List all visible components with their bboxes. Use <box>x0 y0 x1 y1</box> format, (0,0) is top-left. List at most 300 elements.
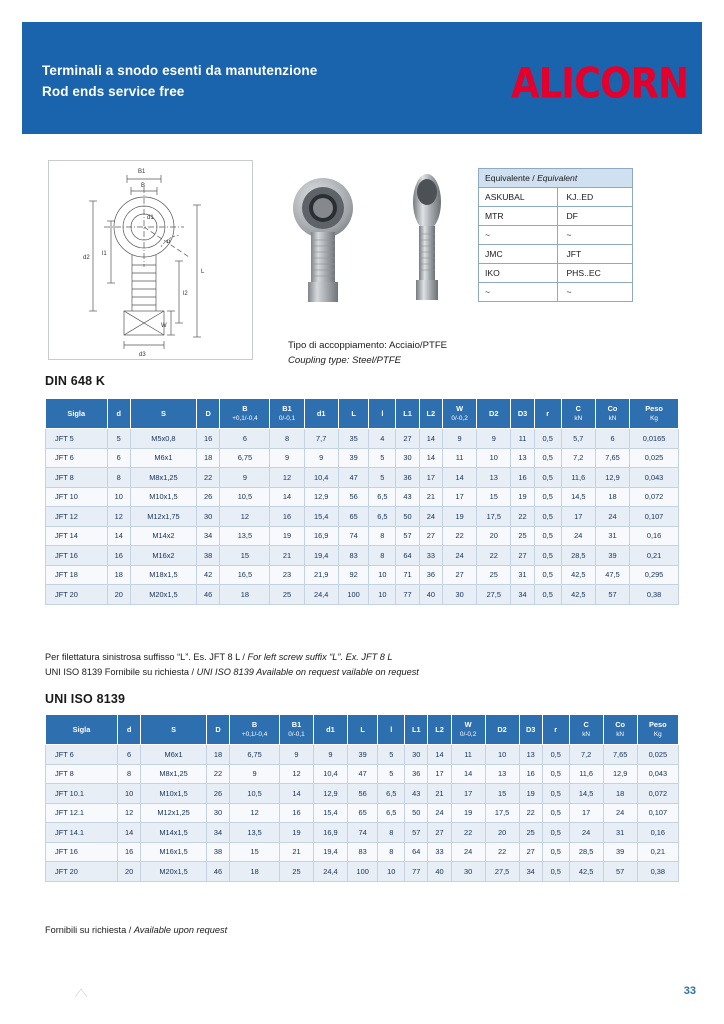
equivalent-table-header-row <box>479 169 633 188</box>
table-cell: M5x0,8 <box>130 429 196 449</box>
table-cell: M20x1,5 <box>141 862 207 882</box>
drawing-label-L: L <box>201 269 205 275</box>
table-cell: 19 <box>519 784 542 804</box>
column-header-main: S <box>160 408 166 418</box>
table-row <box>46 429 679 449</box>
rod-end-photo-front <box>288 170 358 305</box>
table-cell: 40 <box>428 862 451 882</box>
table-cell: M20x1,5 <box>130 585 196 605</box>
table-cell: 0,5 <box>542 823 569 843</box>
table-cell: 5 <box>378 764 405 784</box>
table-cell: 17 <box>443 487 477 507</box>
table-cell: 31 <box>511 565 534 585</box>
column-header <box>141 715 207 745</box>
column-header-main: L <box>360 724 365 734</box>
table-cell: 14 <box>117 823 140 843</box>
table-cell: JFT 18 <box>46 565 108 585</box>
table-cell: 11 <box>451 745 485 765</box>
table-cell: 15 <box>477 487 511 507</box>
table-cell: 17,5 <box>477 507 511 527</box>
table-cell: JFT 12 <box>46 507 108 527</box>
table-cell: 46 <box>196 585 219 605</box>
column-header <box>280 715 314 745</box>
table-row <box>46 764 679 784</box>
table-cell: 30 <box>443 585 477 605</box>
table-cell: 64 <box>405 842 428 862</box>
table-cell: 0,072 <box>630 487 679 507</box>
table-cell: 36 <box>419 565 442 585</box>
table-cell: M18x1,5 <box>130 565 196 585</box>
table-cell: 16 <box>511 468 534 488</box>
table-cell: M8x1,25 <box>130 468 196 488</box>
table-cell: 23 <box>270 565 304 585</box>
table-cell: 12,9 <box>313 784 347 804</box>
table-cell: 30 <box>405 745 428 765</box>
column-header-main: Co <box>607 404 618 413</box>
table-cell: 27 <box>519 842 542 862</box>
equivalent-brand: IKO <box>479 264 558 283</box>
table-cell: JFT 8 <box>46 468 108 488</box>
table-cell: 22 <box>511 507 534 527</box>
column-header-main: Peso <box>645 404 663 413</box>
column-header-main: D2 <box>497 724 507 734</box>
table-row <box>46 803 679 823</box>
table-cell: 12 <box>270 468 304 488</box>
equivalent-brand: JMC <box>479 245 558 264</box>
equivalent-brand: ~ <box>479 283 558 302</box>
page-title-it: Terminali a snodo esenti da manutenzione <box>42 63 318 78</box>
table-cell: 13 <box>485 764 519 784</box>
column-header <box>561 399 595 429</box>
table-cell: 56 <box>347 784 377 804</box>
table-cell: 8 <box>270 429 304 449</box>
footer-mark-icon <box>74 988 88 998</box>
column-header-main: B <box>251 720 258 729</box>
drawing-label-d2: d2 <box>83 255 90 261</box>
table-cell: 30 <box>196 507 219 527</box>
equivalent-row <box>479 226 633 245</box>
equivalent-code: ~ <box>558 226 633 245</box>
table-cell: 28,5 <box>561 546 595 566</box>
column-header-sub: 0/-0,2 <box>451 414 468 422</box>
table-cell: 26 <box>196 487 219 507</box>
equivalent-row <box>479 188 633 207</box>
equivalent-row <box>479 283 633 302</box>
column-header <box>569 715 603 745</box>
table-cell: 19 <box>443 507 477 527</box>
column-header <box>542 715 569 745</box>
table-cell: 9 <box>477 429 511 449</box>
note-left-thread <box>45 650 419 680</box>
table-row <box>46 862 679 882</box>
table-cell: 9 <box>220 468 270 488</box>
table-cell: 83 <box>338 546 369 566</box>
table-cell: 24 <box>569 823 603 843</box>
column-header-main: Co <box>615 720 626 729</box>
spec-table-header-row <box>46 715 679 745</box>
equivalent-header-it: Equivalente / <box>485 173 538 183</box>
table-cell: 14 <box>270 487 304 507</box>
table-cell: JFT 10.1 <box>46 784 118 804</box>
table-cell: 21,9 <box>304 565 338 585</box>
column-header-main: l <box>381 408 384 418</box>
column-header-main: r <box>554 724 558 734</box>
table-cell: 24 <box>428 803 451 823</box>
table-cell: M6x1 <box>141 745 207 765</box>
column-header-main: d <box>116 408 121 418</box>
table-cell: 17 <box>428 764 451 784</box>
table-cell: JFT 14 <box>46 526 108 546</box>
column-header-sub: 0/-0,1 <box>278 414 296 422</box>
column-header-main: d <box>126 724 132 734</box>
column-header-main: Peso <box>648 720 667 729</box>
table-cell: 17 <box>419 468 442 488</box>
table-cell: 64 <box>396 546 419 566</box>
table-cell: 6 <box>107 448 130 468</box>
table-cell: M16x1,5 <box>141 842 207 862</box>
table-cell: 19,4 <box>313 842 347 862</box>
table-cell: 21 <box>428 784 451 804</box>
table-cell: 36 <box>405 764 428 784</box>
table-cell: 65 <box>338 507 369 527</box>
table-cell: 22 <box>451 823 485 843</box>
table-cell: 50 <box>405 803 428 823</box>
table-cell: 14 <box>428 745 451 765</box>
table-cell: 12 <box>117 803 140 823</box>
table-cell: 25 <box>519 823 542 843</box>
column-header <box>428 715 451 745</box>
table-cell: 7,2 <box>561 448 595 468</box>
table-cell: 24 <box>419 507 442 527</box>
table-cell: 0,5 <box>542 764 569 784</box>
table-cell: 17,5 <box>485 803 519 823</box>
table-cell: 16,9 <box>304 526 338 546</box>
table-row <box>46 784 679 804</box>
table-cell: 20 <box>477 526 511 546</box>
table-cell: 83 <box>347 842 377 862</box>
table-cell: 0,5 <box>542 784 569 804</box>
table-cell: 7,2 <box>569 745 603 765</box>
page-header <box>22 22 702 134</box>
table-cell: 14 <box>443 468 477 488</box>
table-cell: 6 <box>220 429 270 449</box>
table-cell: 30 <box>206 803 229 823</box>
table-cell: M14x2 <box>130 526 196 546</box>
table-cell: 9 <box>230 764 280 784</box>
table-cell: 0,5 <box>534 429 561 449</box>
table-cell: 21 <box>419 487 442 507</box>
column-header <box>378 715 405 745</box>
table-cell: 13,5 <box>230 823 280 843</box>
table-cell: 8 <box>107 468 130 488</box>
table-cell: 30 <box>451 862 485 882</box>
table-cell: 40 <box>419 585 442 605</box>
table-cell: 27 <box>428 823 451 843</box>
equivalent-header-en: Equivalent <box>537 173 578 183</box>
table-cell: 46 <box>206 862 229 882</box>
column-header <box>46 399 108 429</box>
table-cell: 43 <box>396 487 419 507</box>
table-cell: 34 <box>519 862 542 882</box>
table-cell: 7,65 <box>603 745 637 765</box>
table-cell: 33 <box>428 842 451 862</box>
table-row <box>46 565 679 585</box>
column-header <box>347 715 377 745</box>
column-header <box>595 399 629 429</box>
table-cell: 56 <box>338 487 369 507</box>
note1-line2-en: UNI ISO 8139 Available on request vailable on request <box>196 667 419 677</box>
note1-line2-it: UNI ISO 8139 Fornibile su richiesta / <box>45 667 197 677</box>
table-cell: 0,21 <box>630 546 679 566</box>
column-header-main: W <box>464 720 472 729</box>
spec-table-uni8139 <box>45 714 679 882</box>
table-cell: 12,9 <box>304 487 338 507</box>
table-cell: 8 <box>378 842 405 862</box>
table-cell: 11,6 <box>561 468 595 488</box>
table-cell: 8 <box>369 526 396 546</box>
table-cell: 36 <box>396 468 419 488</box>
table-cell: 0,025 <box>630 448 679 468</box>
table-cell: JFT 6 <box>46 745 118 765</box>
table-cell: 6,75 <box>230 745 280 765</box>
table-cell: 19,4 <box>304 546 338 566</box>
column-header-main: l <box>390 724 393 734</box>
table-cell: 14 <box>107 526 130 546</box>
table-row <box>46 842 679 862</box>
column-header-main: L2 <box>426 408 436 418</box>
column-header <box>46 715 118 745</box>
table-cell: 25 <box>270 585 304 605</box>
column-header <box>369 399 396 429</box>
column-header <box>117 715 140 745</box>
table-cell: 30 <box>396 448 419 468</box>
table-cell: 17 <box>451 784 485 804</box>
table-cell: 12 <box>280 764 314 784</box>
table-cell: 27 <box>396 429 419 449</box>
table-cell: 14 <box>419 448 442 468</box>
column-header <box>130 399 196 429</box>
table-cell: 0,5 <box>534 487 561 507</box>
column-header <box>313 715 347 745</box>
table-cell: 0,21 <box>637 842 678 862</box>
table-cell: 19 <box>270 526 304 546</box>
table-cell: 10 <box>378 862 405 882</box>
table-cell: 10 <box>369 565 396 585</box>
table-cell: 71 <box>396 565 419 585</box>
table-cell: M12x1,25 <box>141 803 207 823</box>
column-header-main: D <box>215 724 221 734</box>
equivalent-row <box>479 207 633 226</box>
table-cell: 22 <box>519 803 542 823</box>
table-cell: 18 <box>196 448 219 468</box>
column-header <box>338 399 369 429</box>
table-cell: 0,5 <box>534 546 561 566</box>
note2-it: Fornibili su richiesta / <box>45 925 134 935</box>
table-cell: 92 <box>338 565 369 585</box>
technical-drawing <box>48 160 253 360</box>
table-cell: M14x1,5 <box>141 823 207 843</box>
table-cell: JFT 20 <box>46 862 118 882</box>
note1-line1 <box>45 650 419 665</box>
table-cell: 18 <box>603 784 637 804</box>
table-cell: 0,5 <box>534 507 561 527</box>
alicorn-logo: ALICORN <box>510 59 688 108</box>
table-cell: 0,0165 <box>630 429 679 449</box>
table-cell: 24 <box>603 803 637 823</box>
column-header-main: D2 <box>489 408 499 418</box>
column-header-main: B1 <box>282 404 292 413</box>
table-cell: JFT 20 <box>46 585 108 605</box>
table-cell: 39 <box>347 745 377 765</box>
table-cell: 0,5 <box>542 842 569 862</box>
coupling-type-note <box>288 338 447 368</box>
table-cell: 38 <box>206 842 229 862</box>
table-cell: 0,5 <box>534 526 561 546</box>
table-cell: 0,295 <box>630 565 679 585</box>
note1-line1-it: Per filettatura sinistrosa suffisso “L”. Es. JFT 8 L / <box>45 652 248 662</box>
table-cell: 10 <box>369 585 396 605</box>
column-header-main: L1 <box>411 724 421 734</box>
table-cell: 77 <box>405 862 428 882</box>
column-header <box>396 399 419 429</box>
table-cell: 34 <box>196 526 219 546</box>
table-cell: 20 <box>117 862 140 882</box>
table-cell: 43 <box>405 784 428 804</box>
table-row <box>46 526 679 546</box>
column-header-sub: +0,1/-0,4 <box>241 730 268 738</box>
table-cell: 0,16 <box>637 823 678 843</box>
table-cell: JFT 8 <box>46 764 118 784</box>
column-header <box>485 715 519 745</box>
table-row <box>46 487 679 507</box>
table-cell: 10,4 <box>313 764 347 784</box>
rod-end-photo-side <box>392 170 462 305</box>
table-cell: 11,6 <box>569 764 603 784</box>
equivalent-row <box>479 245 633 264</box>
table-cell: 13 <box>477 468 511 488</box>
column-header <box>519 715 542 745</box>
spec-table-din648k <box>45 398 679 605</box>
table-cell: 0,5 <box>534 585 561 605</box>
table-cell: 24 <box>443 546 477 566</box>
table-cell: 6,5 <box>369 487 396 507</box>
drawing-label-l1: l1 <box>102 251 107 257</box>
table-cell: 16 <box>117 842 140 862</box>
table-cell: 0,5 <box>542 745 569 765</box>
table-cell: 18 <box>595 487 629 507</box>
spec-table-header-row <box>46 399 679 429</box>
column-header-main: Sigla <box>67 408 86 418</box>
table-cell: 9 <box>270 448 304 468</box>
table-cell: 13 <box>511 448 534 468</box>
table-row <box>46 448 679 468</box>
table-cell: 7,7 <box>304 429 338 449</box>
column-header <box>603 715 637 745</box>
note1-line1-en: For left screw suffix “L”. Ex. JFT 8 L <box>247 652 393 662</box>
column-header <box>206 715 229 745</box>
column-header-main: C <box>583 720 589 729</box>
table-cell: 8 <box>117 764 140 784</box>
table-cell: JFT 5 <box>46 429 108 449</box>
note1-line2 <box>45 665 419 680</box>
table-cell: M12x1,75 <box>130 507 196 527</box>
drawing-label-d3: d3 <box>139 352 146 358</box>
table-cell: 74 <box>338 526 369 546</box>
column-header <box>630 399 679 429</box>
column-header-main: C <box>575 404 581 413</box>
table-cell: 11 <box>511 429 534 449</box>
table-cell: M10x1,5 <box>141 784 207 804</box>
equivalent-code: KJ..ED <box>558 188 633 207</box>
table-cell: 6,5 <box>378 803 405 823</box>
table-cell: 10 <box>107 487 130 507</box>
drawing-label-d1: d1 <box>147 215 154 221</box>
table-cell: 38 <box>196 546 219 566</box>
drawing-label-b: B <box>141 183 146 189</box>
section-title-din648k: DIN 648 K <box>45 374 106 388</box>
table-cell: 7,65 <box>595 448 629 468</box>
table-cell: 24 <box>561 526 595 546</box>
column-header <box>270 399 304 429</box>
table-cell: 12,9 <box>603 764 637 784</box>
column-header-sub: kN <box>616 730 625 738</box>
table-cell: 10 <box>485 745 519 765</box>
column-header-main: B1 <box>291 720 302 729</box>
table-cell: 11 <box>443 448 477 468</box>
table-cell: 47 <box>347 764 377 784</box>
table-cell: 0,5 <box>534 468 561 488</box>
table-cell: 24 <box>451 842 485 862</box>
table-cell: 16,9 <box>313 823 347 843</box>
table-cell: 27,5 <box>477 585 511 605</box>
coupling-line-it: Tipo di accoppiamento: Acciaio/PTFE <box>288 340 448 351</box>
equivalent-table-header <box>479 169 633 188</box>
table-cell: 100 <box>347 862 377 882</box>
column-header-sub: +0,1/-0,4 <box>232 414 258 422</box>
column-header-sub: Kg <box>653 730 662 738</box>
table-cell: JFT 16 <box>46 842 118 862</box>
table-cell: 27 <box>443 565 477 585</box>
column-header <box>511 399 534 429</box>
table-cell: 14 <box>451 764 485 784</box>
table-cell: 15 <box>220 546 270 566</box>
table-cell: JFT 6 <box>46 448 108 468</box>
table-cell: 5 <box>378 745 405 765</box>
drawing-label-l2: l2 <box>183 291 188 297</box>
column-header-main: S <box>171 724 177 734</box>
table-cell: 77 <box>396 585 419 605</box>
section-title-uni8139: UNI ISO 8139 <box>45 692 126 706</box>
table-cell: 47,5 <box>595 565 629 585</box>
page-title-en: Rod ends service free <box>42 84 185 99</box>
table-row <box>46 546 679 566</box>
equivalent-code: JFT <box>558 245 633 264</box>
equivalent-brand: ~ <box>479 226 558 245</box>
table-cell: 12,9 <box>595 468 629 488</box>
table-cell: 22 <box>485 842 519 862</box>
table-cell: 17 <box>561 507 595 527</box>
table-cell: 10 <box>117 784 140 804</box>
column-header <box>477 399 511 429</box>
table-cell: 27,5 <box>485 862 519 882</box>
drawing-label-W: W <box>161 323 167 329</box>
table-cell: 25 <box>280 862 314 882</box>
table-cell: 21 <box>270 546 304 566</box>
table-cell: 19 <box>451 803 485 823</box>
column-header <box>419 399 442 429</box>
column-header-sub: kN <box>582 730 591 738</box>
table-cell: 31 <box>595 526 629 546</box>
